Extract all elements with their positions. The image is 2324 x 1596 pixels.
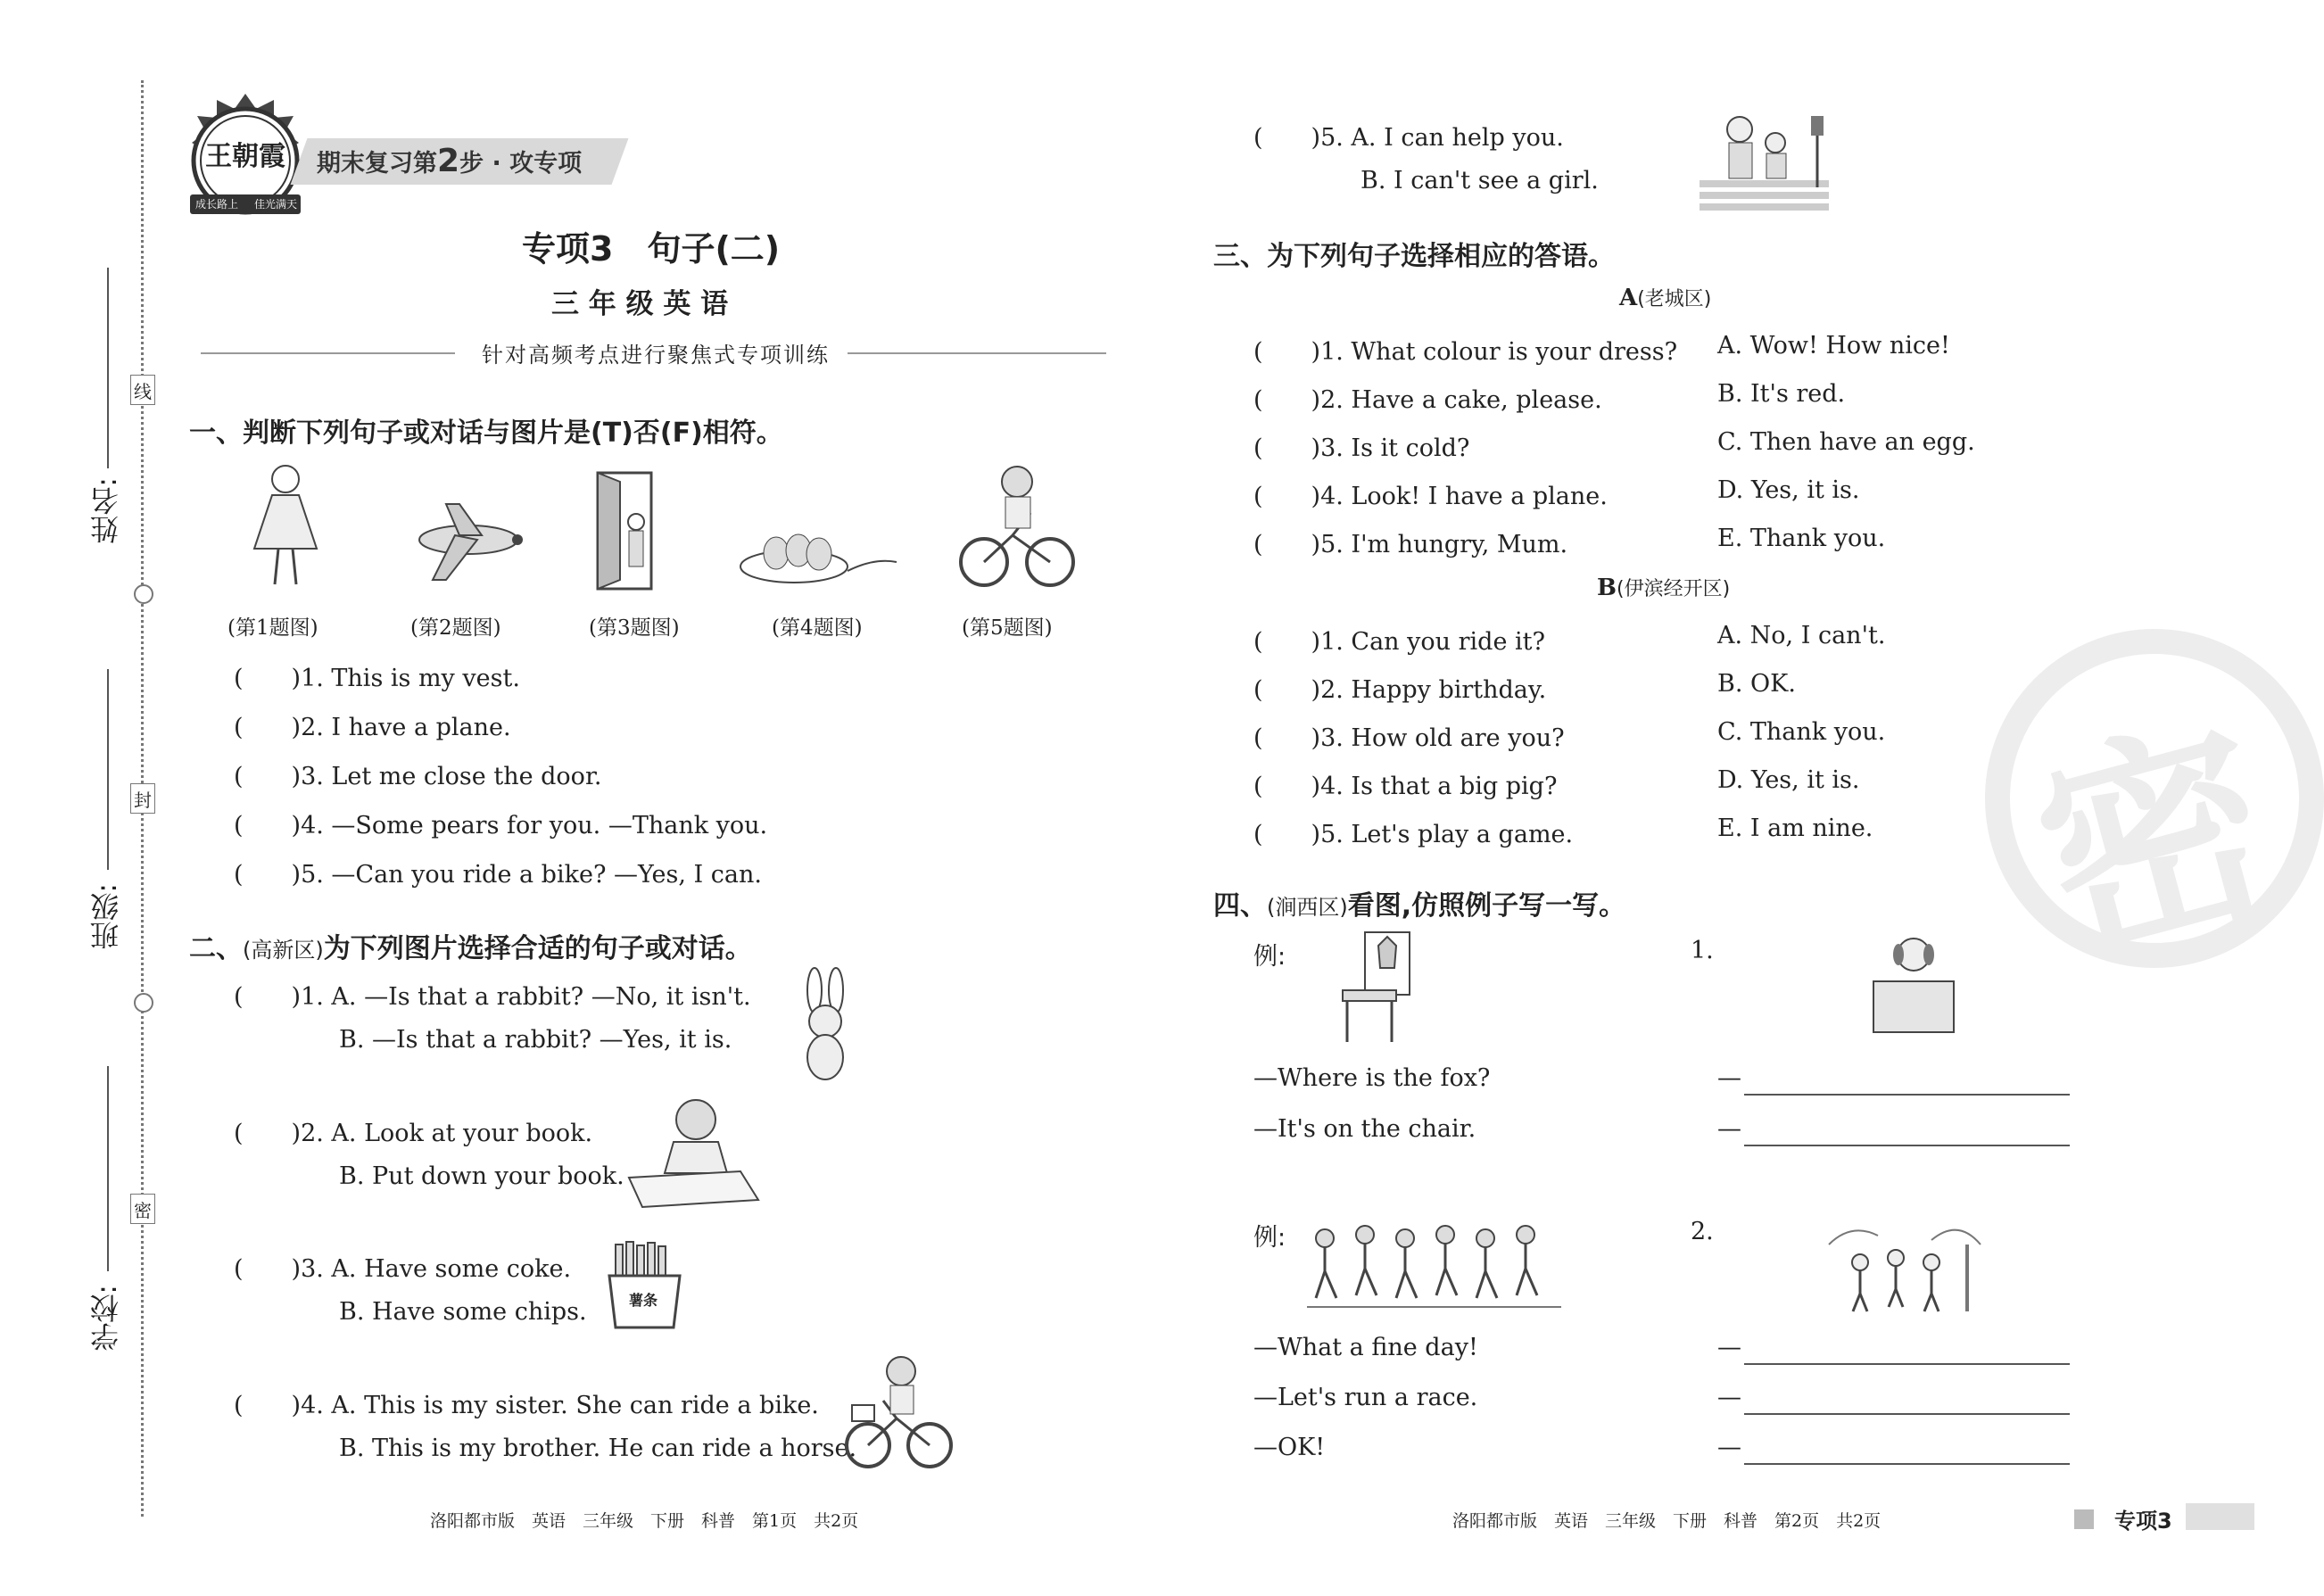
answer2-dash-2: —: [1717, 1384, 1741, 1411]
answer2-dash-1: —: [1717, 1334, 1741, 1361]
part3A-q1[interactable]: ( )1. What colour is your dress?: [1253, 338, 1678, 366]
example2-line-1: —What a fine day!: [1253, 1334, 1478, 1361]
answer1-dash-2: —: [1717, 1115, 1741, 1143]
door-picture: [584, 468, 665, 593]
example-label-2: 例:: [1253, 1224, 1286, 1252]
name-label: 姓名:: [89, 477, 123, 544]
part2-item-3a[interactable]: ( )3. A. Have some coke.: [234, 1255, 572, 1283]
logo-slogan-1: 成长路上: [195, 198, 239, 211]
brand-logo: [174, 89, 317, 223]
seal-xian: 线: [130, 375, 155, 405]
page-subtitle: 三 年 级 英 语: [551, 288, 729, 320]
logo-text: 王朝霞: [205, 141, 285, 172]
part2-item-1a[interactable]: ( )1. A. —Is that a rabbit? —No, it isn't.: [234, 983, 751, 1011]
answer2-dash-3: —: [1717, 1434, 1741, 1461]
part2-item-4a[interactable]: ( )4. A. This is my sister. She can ride a bike.: [234, 1392, 819, 1419]
part4-num-1: 1.: [1691, 937, 1714, 964]
banner-step-number: 2: [437, 143, 460, 179]
rabbit-picture: [790, 968, 861, 1084]
part3B-a5: E. I am nine.: [1717, 815, 1873, 842]
part2-item-4b: B. This is my brother. He can ride a horse.: [339, 1435, 857, 1462]
children-race-picture: [1303, 1222, 1566, 1311]
part2-item-1b: B. —Is that a rabbit? —Yes, it is.: [339, 1026, 732, 1054]
answer1-line-1[interactable]: [1744, 1094, 2070, 1096]
part3-heading: 三、为下列句子选择相应的答语。: [1213, 241, 1615, 272]
part2-item-3b: B. Have some chips.: [339, 1298, 587, 1326]
step-banner-text: [317, 143, 582, 179]
example-label-1: 例:: [1253, 943, 1286, 971]
part3A-a1: A. Wow! How nice!: [1717, 332, 1950, 360]
part2-heading: [189, 926, 752, 965]
part3A-q4[interactable]: ( )4. Look! I have a plane.: [1253, 483, 1608, 510]
plane-picture: [406, 500, 531, 584]
part2-item-5b: B. I can't see a girl.: [1360, 167, 1599, 194]
banner-prefix: 期末复习第: [317, 150, 437, 178]
part3A-a4: D. Yes, it is.: [1717, 476, 1860, 504]
part3B-q5[interactable]: ( )5. Let's play a game.: [1253, 821, 1574, 848]
part1-item-3[interactable]: ( )3. Let me close the door.: [234, 763, 602, 790]
part3B-a4: D. Yes, it is.: [1717, 766, 1860, 794]
part3B-q3[interactable]: ( )3. How old are you?: [1253, 724, 1565, 752]
part2-item-2b: B. Put down your book.: [339, 1162, 624, 1190]
part3B-a2: B. OK.: [1717, 670, 1796, 698]
binding-circle-2: [134, 993, 153, 1013]
example2-line-3: —OK!: [1253, 1434, 1326, 1461]
boy-writing-picture: [624, 1093, 763, 1209]
banner-suffix: 步 · 攻专项: [459, 150, 583, 178]
crossing-picture: [1695, 107, 1833, 219]
chips-label: 薯条: [629, 1292, 658, 1309]
part4-region: (涧西区): [1267, 895, 1348, 920]
part1-item-5[interactable]: ( )5. —Can you ride a bike? —Yes, I can.: [234, 861, 762, 889]
name-field[interactable]: [107, 268, 109, 468]
part2-item-5a[interactable]: ( )5. A. I can help you.: [1253, 124, 1564, 152]
bike-rider-picture: [959, 459, 1075, 593]
part3B-a1: A. No, I can't.: [1717, 622, 1886, 649]
class-field[interactable]: [107, 669, 109, 870]
example2-line-2: —Let's run a race.: [1253, 1384, 1478, 1411]
part3B-a3: C. Thank you.: [1717, 718, 1886, 746]
answer1-dash-1: —: [1717, 1064, 1741, 1092]
chips-box-picture: [602, 1240, 687, 1329]
answer2-line-2[interactable]: [1744, 1413, 2070, 1415]
pears-picture: [732, 522, 901, 589]
school-label: 学校:: [89, 1285, 123, 1352]
part3A-q3[interactable]: ( )3. Is it cold?: [1253, 434, 1470, 462]
dog-box-picture: [1869, 932, 1958, 1035]
example1-line-2: —It's on the chair.: [1253, 1115, 1476, 1143]
footer-tab-dots: [2074, 1509, 2094, 1529]
binding-circle-1: [134, 584, 153, 604]
footer-right: 洛阳都市版 英语 三年级 下册 科普 第2页 共2页: [1452, 1511, 1882, 1531]
part3A-q2[interactable]: ( )2. Have a cake, please.: [1253, 386, 1602, 414]
school-field[interactable]: [107, 1066, 109, 1271]
part4-heading-prefix: 四、: [1213, 890, 1267, 922]
tagline-rule-right: [848, 352, 1106, 354]
page-title: 专项3 句子(二): [522, 229, 781, 269]
part1-item-2[interactable]: ( )2. I have a plane.: [234, 714, 511, 741]
caption-5: (第5题图): [962, 616, 1053, 640]
part4-heading-rest: 看图,仿照例子写一写。: [1347, 890, 1626, 922]
groupA-region: (老城区): [1637, 288, 1712, 310]
answer2-line-1[interactable]: [1744, 1363, 2070, 1365]
part2-item-2a[interactable]: ( )2. A. Look at your book.: [234, 1120, 593, 1147]
part2-heading-prefix: 二、: [189, 933, 243, 964]
caption-1: (第1题图): [227, 616, 318, 640]
footer-tab-bg: [2186, 1503, 2254, 1530]
watermark-char: 密: [2014, 689, 2296, 998]
example1-line-1: —Where is the fox?: [1253, 1064, 1491, 1092]
fox-chair-picture: [1334, 928, 1418, 1044]
seal-feng: 封: [130, 783, 155, 814]
groupA-label: [1619, 284, 1711, 311]
caption-4: (第4题图): [772, 616, 863, 640]
girl-dress-picture: [241, 459, 330, 593]
class-label: 班级:: [89, 883, 123, 950]
footer-left: 洛阳都市版 英语 三年级 下册 科普 第1页 共2页: [430, 1511, 859, 1531]
part1-item-1[interactable]: ( )1. This is my vest.: [234, 665, 520, 692]
girl-bike-picture: [843, 1352, 955, 1472]
caption-3: (第3题图): [589, 616, 680, 640]
part4-heading: [1213, 883, 1625, 922]
answer1-line-2[interactable]: [1744, 1145, 2070, 1146]
footer-tab-label: 专项3: [2114, 1509, 2172, 1534]
groupB-label: [1597, 574, 1730, 601]
tagline: 针对高频考点进行聚焦式专项训练: [482, 343, 830, 368]
part3A-a5: E. Thank you.: [1717, 525, 1886, 552]
groupB-letter: B: [1597, 575, 1617, 601]
caption-2: (第2题图): [410, 616, 501, 640]
answer2-line-3[interactable]: [1744, 1463, 2070, 1465]
children-playing-picture: [1824, 1218, 1985, 1316]
part3B-q4[interactable]: ( )4. Is that a big pig?: [1253, 773, 1558, 800]
part3A-q5[interactable]: ( )5. I'm hungry, Mum.: [1253, 531, 1568, 558]
part3A-a2: B. It's red.: [1717, 380, 1846, 408]
part2-heading-rest: 为下列图片选择合适的句子或对话。: [323, 933, 752, 964]
part2-region: (高新区): [243, 938, 324, 963]
groupA-letter: A: [1619, 285, 1638, 311]
tagline-rule-left: [201, 352, 455, 354]
part3B-q2[interactable]: ( )2. Happy birthday.: [1253, 676, 1547, 704]
part4-num-2: 2.: [1691, 1218, 1714, 1245]
part1-item-4[interactable]: ( )4. —Some pears for you. —Thank you.: [234, 812, 768, 839]
part3B-q1[interactable]: ( )1. Can you ride it?: [1253, 628, 1545, 656]
seal-mi: 密: [130, 1194, 155, 1224]
part3A-a3: C. Then have an egg.: [1717, 428, 1975, 456]
groupB-region: (伊滨经开区): [1616, 578, 1731, 600]
logo-slogan-2: 佳光满天: [254, 198, 298, 211]
part1-heading: 一、判断下列句子或对话与图片是(T)否(F)相符。: [189, 418, 783, 449]
